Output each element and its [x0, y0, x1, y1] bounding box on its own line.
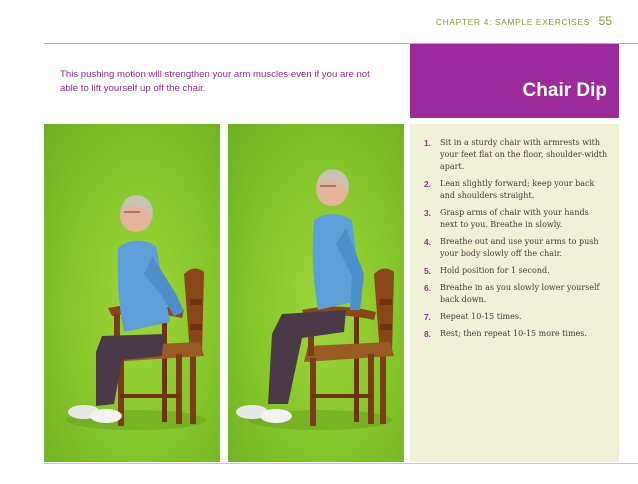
intro-text: This pushing motion will strengthen your arm muscles even if you are not able to lift yourself up off the chair.: [60, 69, 370, 94]
step-item: [424, 328, 608, 340]
step-item: [424, 265, 608, 277]
step-text: Repeat 10-15 times.: [440, 312, 522, 321]
step-item: [424, 311, 608, 323]
step-number: 4.: [424, 237, 431, 247]
bottom-divider: [44, 463, 638, 464]
step-text: Lean slightly forward; keep your back and shoulders straight.: [440, 179, 595, 200]
step-number: 8.: [424, 329, 431, 339]
photo-pushing-up: [228, 124, 404, 462]
step-text: Grasp arms of chair with your hands next to you. Breathe in slowly.: [440, 208, 589, 229]
step-text: Sit in a sturdy chair with armrests with your feet flat on the floor, shoulder-width apart.: [440, 138, 608, 171]
step-text: Hold position for 1 second.: [440, 266, 550, 275]
step-text: Breathe in as you slowly lower yourself back down.: [440, 283, 600, 304]
step-number: 2.: [424, 179, 431, 189]
step-item: [424, 178, 608, 202]
step-number: 5.: [424, 266, 431, 276]
title-banner: [410, 44, 619, 118]
chapter-label: CHAPTER 4: SAMPLE EXERCISES: [435, 17, 590, 27]
exercise-title: Chair Dip: [522, 80, 607, 101]
step-text: Rest; then repeat 10-15 more times.: [440, 329, 587, 338]
step-item: [424, 236, 608, 260]
step-number: 6.: [424, 283, 431, 293]
page-header: [0, 0, 638, 44]
step-item: [424, 282, 608, 306]
steps-panel: [410, 124, 619, 462]
step-number: 7.: [424, 312, 431, 322]
step-item: [424, 137, 608, 173]
steps-list: [424, 137, 608, 345]
step-number: 1.: [424, 138, 431, 148]
step-text: Breathe out and use your arms to push your body slowly off the chair.: [440, 237, 599, 258]
step-number: 3.: [424, 208, 431, 218]
photo-seated: [44, 124, 220, 462]
step-item: [424, 207, 608, 231]
page-number: 55: [598, 14, 612, 28]
